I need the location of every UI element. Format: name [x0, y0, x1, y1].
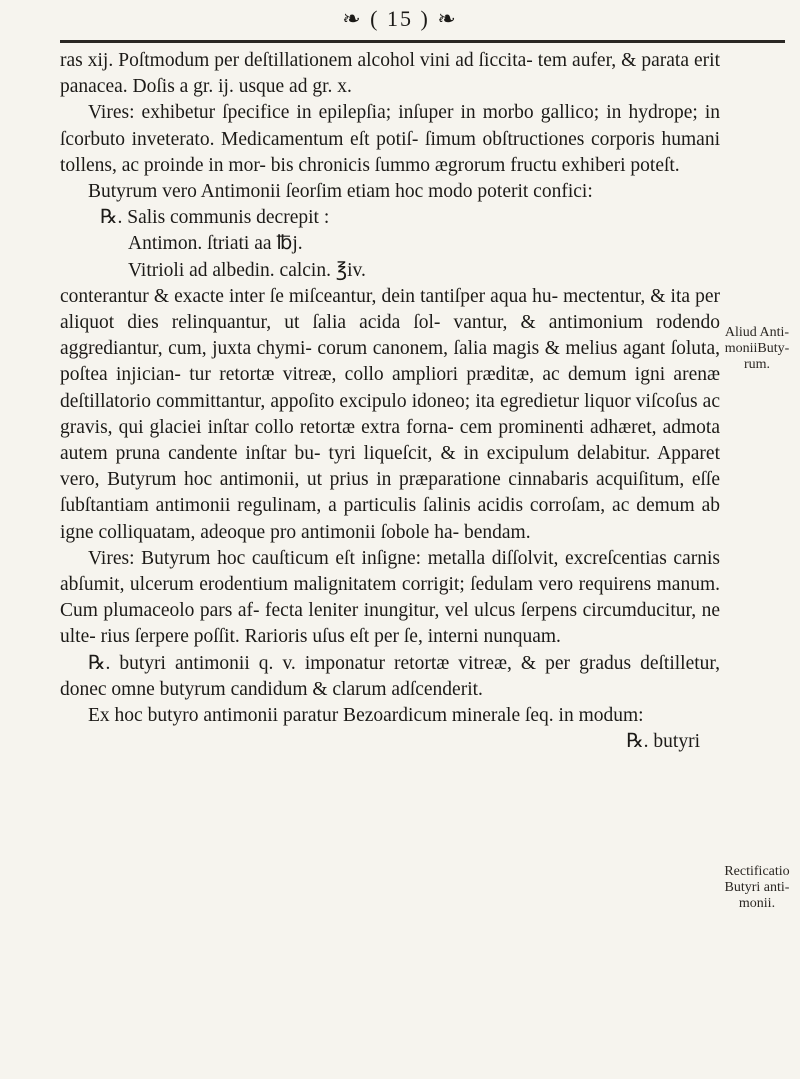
- paragraph-vires-1: Vires: exhibetur ſpecifice in epilepſia; inſuper in morbo gallico; in hydrope; in ſcorbuto inveterato. Medicamentum eſt potiſ- ſimum obſtructiones corporis humani tollens, ac proinde in mor- bis chronicis ſummo ægrorum fructu exhiberi poteſt.: [60, 102, 720, 176]
- recipe-line: Vitrioli ad albedin. calcin. ℥iv.: [128, 259, 366, 281]
- paragraph-vires-2: Vires: Butyrum hoc cauſticum eſt inſigne: metalla diſſolvit, excreſcentias carnis abſumit, ulcerum erodentium malignitatem corrigit; ſedulam vero requirens manum. Cum plumaceolo pars af- fecta leniter inungitur, vel ulcus ſerpens circumducitur, ne ulte- rius ſerpere poſſit. Rarioris uſus eſt per ſe, interni nunquam.: [60, 547, 720, 648]
- main-text: [60, 48, 720, 755]
- paragraph-rectification: ℞. butyri antimonii q. v. imponatur retortæ vitreæ, & per gradus deſtilletur, donec omne butyrum candidum & clarum adſcenderit.: [60, 652, 720, 700]
- paragraph-butyrum-intro: Butyrum vero Antimonii ſeorſim etiam hoc modo poterit confici:: [88, 181, 593, 203]
- page-header: ❧ ( 15 ) ❧: [342, 6, 458, 31]
- margin-note-rectificatio: Rectificatio Butyri anti- monii.: [724, 864, 790, 911]
- paragraph-procedure: conterantur & exacte inter ſe miſceantur, dein tantiſper aqua hu- mectentur, & ita per aliquot dies relinquantur, ut ſalia acida ſol- vantur, & antimonium rodendo aggrediantur, cum, juxta chymi- corum canonem, ſalia magis & melius agant ſoluta, poſtea injician- tur retortæ vitreæ, collo ampliori præditæ, ac demum igni arenæ deſtillatorio committantur, appoſito excipulo idoneo; ita egredietur liquor viſcoſus ac gravis, qui glaciei inſtar collo retortæ extra forna- cem prominenti adhæret, admota autem pruna candente inſtar bu- tyri liqueſcit, & in excipulum delabitur. Apparet vero, Butyrum hoc antimonii, ut prius in præparatione cinnabaris acquiſitum, eſſe ſubſtantiam antimonii regulinam, a particulis ſalinis acidis corroſam, ac demum ab igne colliquatam, adeoque pro antimonii ſobole ha- bendam.: [60, 285, 720, 543]
- header-rule: [60, 40, 785, 43]
- recipe-line: Antimon. ſtriati aa ℔j.: [128, 233, 303, 255]
- recipe-1: [60, 205, 720, 284]
- recipe-line: ℞. Salis communis decrepit :: [100, 207, 330, 229]
- paragraph-bezoardicum: Ex hoc butyro antimonii paratur Bezoardicum minerale ſeq. in modum:: [88, 705, 644, 727]
- paragraph-1: ras xij. Poſtmodum per deſtillationem alcohol vini ad ſiccita- tem aufer, & parata erit panacea. Doſis a gr. ij. usque ad gr. x.: [60, 50, 720, 98]
- margin-note-aliud: Aliud Anti- moniiButy- rum.: [724, 325, 790, 372]
- catchword: ℞. butyri: [626, 731, 700, 753]
